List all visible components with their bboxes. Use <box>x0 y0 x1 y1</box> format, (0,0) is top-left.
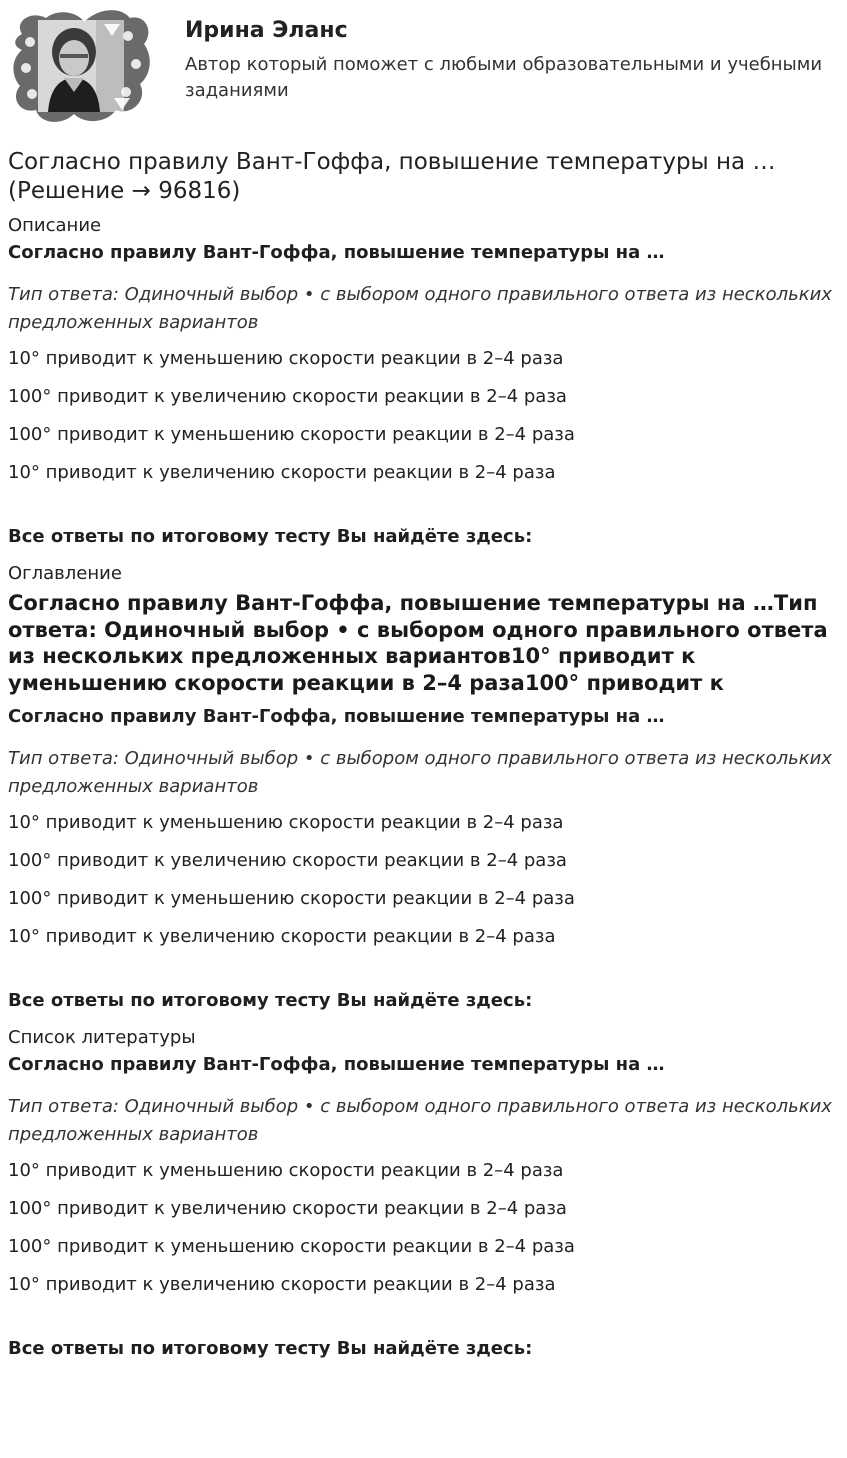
all-answers-link[interactable]: Все ответы по итоговому тесту Вы найдёте здесь: <box>8 526 533 547</box>
all-answers-link[interactable]: Все ответы по итоговому тесту Вы найдёте здесь: <box>8 990 533 1011</box>
options-list <box>8 348 840 484</box>
option-item: 10° приводит к увеличению скорости реакции в 2–4 раза <box>8 1274 556 1295</box>
question-title: Согласно правилу Вант-Гоффа, повышение температуры на … <box>8 1054 665 1075</box>
answer-type: Тип ответа: Одиночный выбор • с выбором одного правильного ответа из нескольких предложенных вариантов <box>8 284 832 333</box>
toc-section <box>8 563 840 1012</box>
option-item: 100° приводит к уменьшению скорости реакции в 2–4 раза <box>8 424 575 445</box>
options-list <box>8 812 840 948</box>
option-item: 100° приводит к увеличению скорости реакции в 2–4 раза <box>8 386 567 407</box>
option-item: 10° приводит к уменьшению скорости реакции в 2–4 раза <box>8 1160 564 1181</box>
option-item: 100° приводит к уменьшению скорости реакции в 2–4 раза <box>8 1236 575 1257</box>
author-name: Ирина Эланс <box>185 18 348 43</box>
page-title: Согласно правилу Вант-Гоффа, повышение температуры на … (Решение → 96816) <box>8 149 776 204</box>
author-avatar[interactable] <box>8 6 152 126</box>
references-section <box>8 1027 840 1360</box>
author-block <box>8 6 838 126</box>
answer-type: Тип ответа: Одиночный выбор • с выбором одного правильного ответа из нескольких предложенных вариантов <box>8 748 832 797</box>
option-item: 100° приводит к увеличению скорости реакции в 2–4 раза <box>8 850 567 871</box>
section-label-references: Список литературы <box>8 1027 196 1048</box>
main-content <box>8 148 840 1375</box>
all-answers-link[interactable]: Все ответы по итоговому тесту Вы найдёте здесь: <box>8 1338 533 1359</box>
option-item: 10° приводит к уменьшению скорости реакции в 2–4 раза <box>8 812 564 833</box>
answer-type: Тип ответа: Одиночный выбор • с выбором одного правильного ответа из нескольких предложенных вариантов <box>8 1096 832 1145</box>
option-item: 100° приводит к уменьшению скорости реакции в 2–4 раза <box>8 888 575 909</box>
section-label-description: Описание <box>8 215 102 236</box>
option-item: 100° приводит к увеличению скорости реакции в 2–4 раза <box>8 1198 567 1219</box>
option-item: 10° приводит к увеличению скорости реакции в 2–4 раза <box>8 462 556 483</box>
question-title: Согласно правилу Вант-Гоффа, повышение температуры на … <box>8 242 665 263</box>
option-item: 10° приводит к увеличению скорости реакции в 2–4 раза <box>8 926 556 947</box>
toc-heading: Согласно правилу Вант-Гоффа, повышение температуры на …Тип ответа: Одиночный выбор • с выбором одного правильного ответа из нескольких предложенных вариантов10° приводит к уменьшению скорости реакции в 2–4 раза100° приводит к <box>8 591 828 695</box>
options-list <box>8 1160 840 1296</box>
author-description: Автор который поможет с любыми образовательными и учебными заданиями <box>185 54 823 101</box>
description-section <box>8 215 840 548</box>
option-item: 10° приводит к уменьшению скорости реакции в 2–4 раза <box>8 348 564 369</box>
section-label-toc: Оглавление <box>8 563 122 584</box>
question-title: Согласно правилу Вант-Гоффа, повышение температуры на … <box>8 706 665 727</box>
